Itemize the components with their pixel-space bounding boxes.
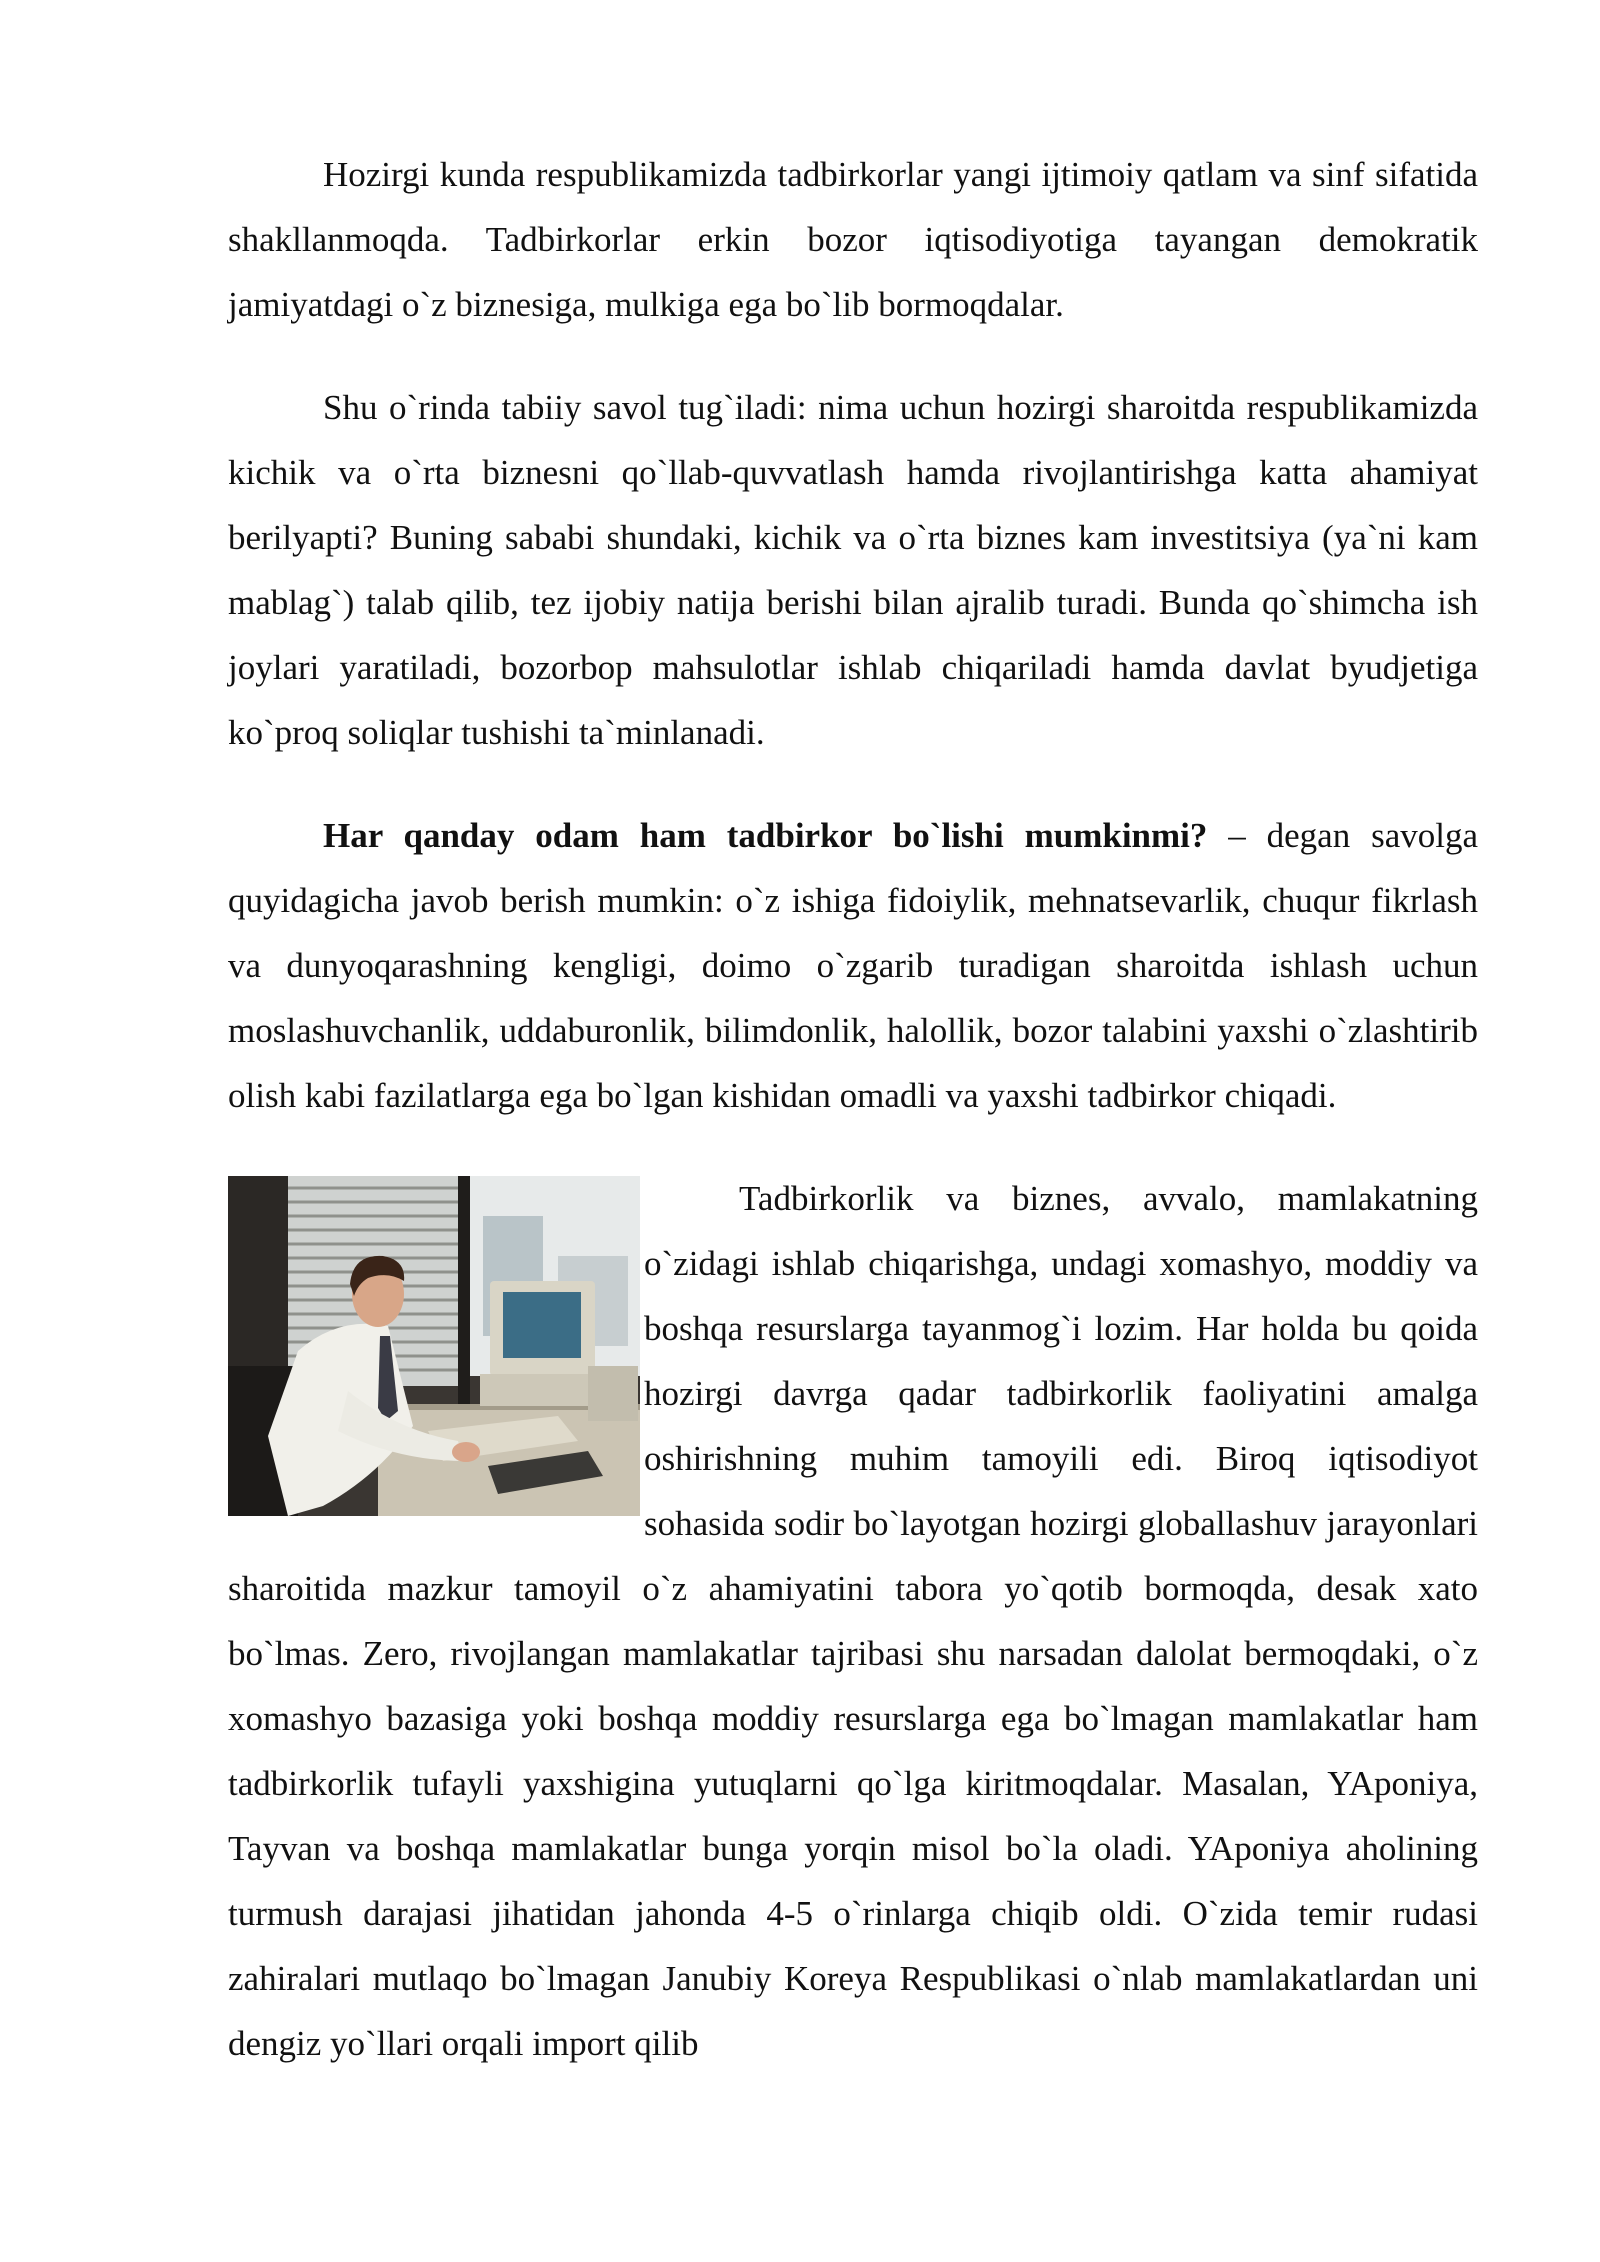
paragraph-2: Shu o`rinda tabiiy savol tug`iladi: nima uchun hozirgi sharoitda respublikamizda kichik va o`rta biznesni qo`llab-quvvatlash hamda rivojlantirishga katta ahamiyat berilyapti? Buning sababi shundaki, kichik va o`rta biznes kam investitsiya (ya`ni kam mablag`) talab qilib, tez ijobiy natija berishi bilan ajralib turadi. Bunda qo`shimcha ish joylari yaratiladi, bozorbop mahsulotlar ishlab chiqariladi hamda davlat byudjetiga ko`proq soliqlar tushishi ta`minlanadi. — [228, 388, 1478, 752]
businessman-at-computer-illustration — [228, 1176, 640, 1516]
paragraph-3 — [228, 803, 1478, 1128]
businessman-at-computer-photo — [228, 1176, 640, 1516]
paragraph-1: Hozirgi kunda respublikamizda tadbirkorlar yangi ijtimoiy qatlam va sinf sifatida shakllanmoqda. Tadbirkorlar erkin bozor iqtisodiyotiga tayangan demokratik jamiyatdagi o`z biznesiga, mulkiga ega bo`lib bormoqdalar. — [228, 155, 1478, 324]
document-page — [228, 142, 1478, 2076]
paragraph-3-question: Har qanday odam ham tadbirkor bo`lishi mumkinmi? — [323, 816, 1208, 855]
paragraph-3-body: – degan savolga quyidagicha javob berish mumkin: o`z ishiga fidoiylik, mehnatsevarlik, chuqur fikrlash va dunyoqarashning kengligi, doimo o`zgarib turadigan sharoitda ishlash uchun moslashuvchanlik, uddaburonlik, bilimdonlik, halollik, bozor talabini yaxshi o`zlashtirib olish kabi fazilatlarga ega bo`lgan kishidan omadli va yaxshi tadbirkor chiqadi. — [228, 816, 1479, 1115]
paragraph-4: Tadbirkorlik va biznes, avvalo, mamlakatning o`zidagi ishlab chiqarishga, undagi xomashyo, moddiy va boshqa resurslarga tayanmog`i lozim. Har holda bu qoida hozirgi davrga qadar tadbirkorlik faoliyatini amalga oshirishning muhim tamoyili edi. Biroq iqtisodiyot sohasida sodir bo`layotgan hozirgi globallashuv jarayonlari sharoitida mazkur tamoyil o`z ahamiyatini tabora yo`qotib bormoqda, desak xato bo`lmas. Zero, rivojlangan mamlakatlar tajribasi shu narsadan dalolat bermoqdaki, o`z xomashyo bazasiga yoki boshqa moddiy resurslarga ega bo`lmagan mamlakatlar ham tadbirkorlik tufayli yaxshigina yutuqlarni qo`lga kiritmoqdalar. Masalan, YAponiya, Tayvan va boshqa mamlakatlar bunga yorqin misol bo`la oladi. YAponiya aholining turmush darajasi jihatidan jahonda 4-5 o`rinlarga chiqib oldi. O`zida temir rudasi zahiralari mutlaqo bo`lmagan Janubiy Koreya Respublikasi o`nlab mamlakatlardan uni dengiz yo`llari orqali import qilib — [228, 1179, 1478, 2063]
